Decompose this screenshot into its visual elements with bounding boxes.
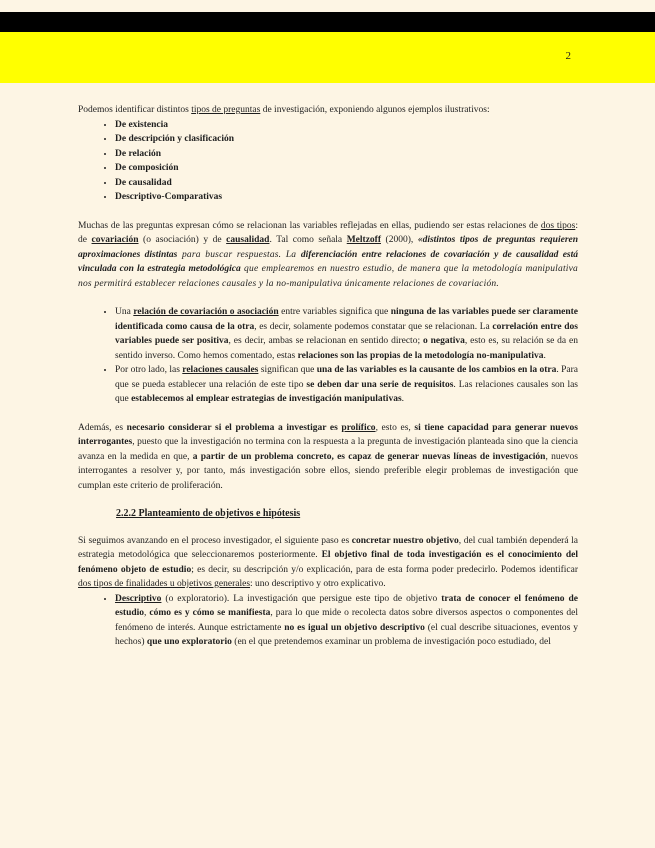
prolific-paragraph: Además, es necesario considerar si el problema a investigar es prolífico, esto es, si tiene capacidad para generar nuevos interrogantes, puesto que la investigación no termina con la respuesta a la pregunta de investigación planteada sino que la ciencia avanza en la medida en que, a partir de un problema concreto, es capaz de generar nuevas líneas de investigación, nuevos interrogantes a resolver y, por tanto, más investigación sobre ellos, siendo preferible elegir problemas de investigación que cumplan este criterio de proliferación. xyxy=(78,422,579,491)
list-item: • Descriptivo-Comparativas xyxy=(115,190,578,205)
list-item: • De existencia xyxy=(115,118,578,133)
list-item: • De relación xyxy=(115,147,578,162)
list-item-covariation: • Una relación de covariación o asociación entre variables significa que ninguna de las variables puede ser claramente identificada como causa de la otra, es decir, solamente podemos constatar que se relacionan. La correlación entre dos variables puede ser positiva, es decir, ambas se relacionan en sentido directo; o negativa, esto es, su relación se da en sentido inverso. Como hemos comentado, estas relaciones son las propias de la metodología no-manipulativa. xyxy=(115,305,578,363)
objectives-list xyxy=(78,592,578,650)
objectives-paragraph: Si seguimos avanzando en el proceso investigador, el siguiente paso es concretar nuestro objetivo, del cual también dependerá la estrategia metodológica que seleccionaremos posteriormente. El objetivo final de toda investigación es el conocimiento del fenómeno objeto de estudio; es decir, su descripción y/o explicación, para de esta forma poder predecirlo. Podemos identificar dos tipos de finalidades u objetivos generales: uno descriptivo y otro explicativo. xyxy=(78,535,579,589)
relations-list xyxy=(78,305,578,407)
descriptivo-link[interactable]: Descriptivo xyxy=(115,593,162,604)
page-number: 2 xyxy=(565,50,571,62)
section-heading: 2.2.2 Planteamiento de objetivos e hipótesis xyxy=(116,508,301,519)
dos-tipos-link[interactable]: dos tipos xyxy=(540,220,576,231)
meltzoff-link[interactable]: Meltzoff xyxy=(346,235,381,245)
list-item: • De descripción y clasificación xyxy=(115,132,578,147)
prolifico-link[interactable]: prolífico xyxy=(341,422,376,433)
document-body xyxy=(78,103,578,664)
list-item: • De composición xyxy=(115,161,578,176)
causalidad-link[interactable]: causalidad xyxy=(226,235,270,245)
page-header xyxy=(0,32,655,83)
finalidades-link[interactable]: dos tipos de finalidades u objetivos generales xyxy=(78,579,251,589)
tipos-de-preguntas-link[interactable]: tipos de preguntas xyxy=(191,105,261,115)
top-black-bar xyxy=(0,12,655,32)
relaciones-causales-link[interactable]: relaciones causales xyxy=(182,365,259,375)
question-types-list xyxy=(78,118,578,205)
list-item-causal: • Por otro lado, las relaciones causales significan que una de las variables es la causante de los cambios en la otra. Para que se pueda establecer una relación de este tipo se deben dar una serie de requisitos. Las relaciones causales son las que establecemos al emplear estrategias de investigación manipulativas. xyxy=(115,363,578,407)
covariacion-link[interactable]: covariación xyxy=(91,235,139,245)
covariacion-asociacion-link[interactable]: relación de covariación o asociación xyxy=(133,307,279,317)
list-item-descriptive: • Descriptivo (o exploratorio). La investigación que persigue este tipo de objetivo trata de conocer el fenómeno de estudio, cómo es y cómo se manifiesta, para lo que mide o recolecta datos sobre diversos aspectos o componentes del fenómeno de interés. Aunque estrictamente no es igual un objetivo descriptivo (el cual describe situaciones, eventos y hechos) que uno exploratorio (en el que pretendemos examinar un problema de investigación poco estudiado, del xyxy=(115,592,578,650)
intro-paragraph: Podemos identificar distintos tipos de preguntas de investigación, exponiendo algunos ejemplos ilustrativos: xyxy=(78,105,490,115)
relations-paragraph: Muchas de las preguntas expresan cómo se relacionan las variables reflejadas en ellas, pudiendo ser estas relaciones de dos tipos: de covariación (o asociación) y de causalidad. Tal como señala Meltzoff (2000), «distintos tipos de preguntas requieren aproximaciones distintas para buscar respuestas. La diferenciación entre relaciones de covariación y de causalidad está vinculada con la estrategia metodológica que emplearemos en nuestro estudio, de manera que la metodología manipulativa nos permitirá establecer relaciones causales y la no-manipulativa únicamente relaciones de covariación. xyxy=(78,220,579,289)
list-item: • De causalidad xyxy=(115,176,578,191)
